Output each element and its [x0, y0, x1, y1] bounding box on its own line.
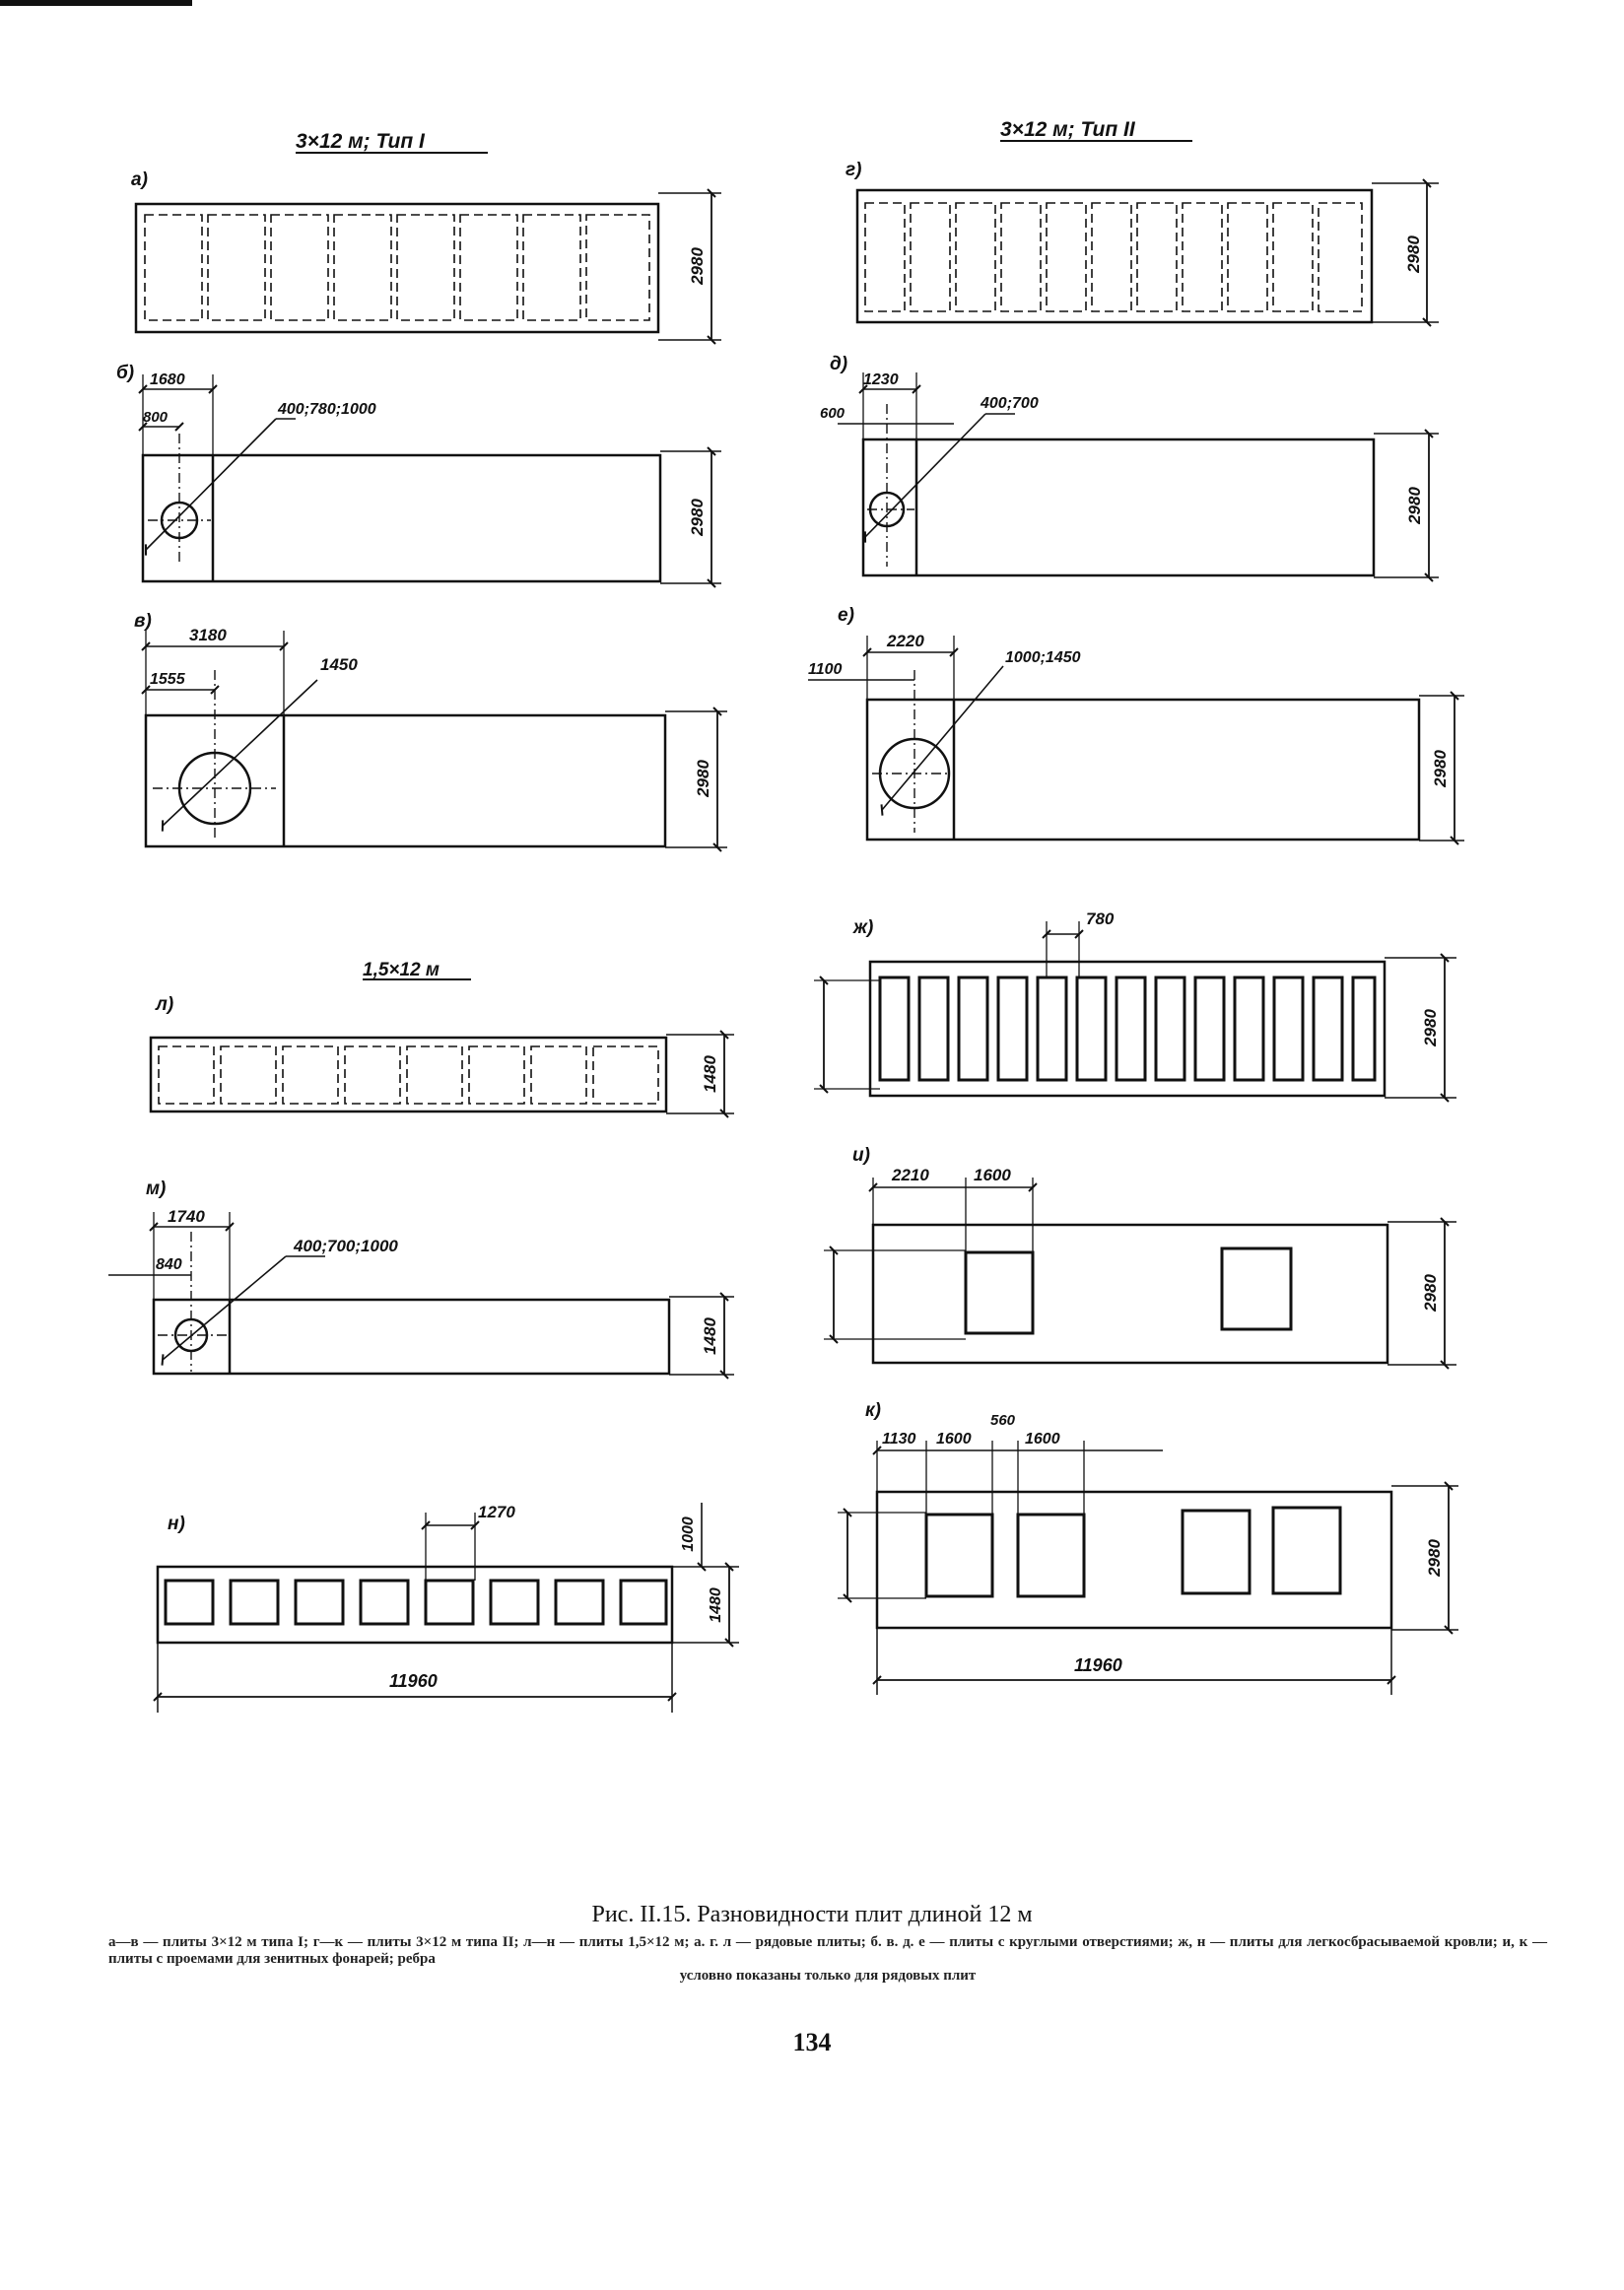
panel-k [838, 1400, 1458, 1695]
panel-i-tag: и) [852, 1145, 870, 1166]
panel-n-cell-height: 1000 [680, 1516, 697, 1552]
panel-k-height: 2980 [1425, 1539, 1444, 1577]
panel-k-opening-width-1: 1600 [936, 1431, 972, 1448]
panel-i-offset: 2210 [892, 1166, 929, 1184]
panel-v-tag: в) [134, 611, 152, 632]
figure-caption-title: Рис. II.15. Разновидности плит длиной 12 м [591, 1902, 1033, 1927]
panel-n-height: 1480 [708, 1587, 724, 1623]
legend-text: а—в — плиты 3×12 м типа I; г—к — плиты 3×12 м типа II; л—н — плиты 1,5×12 м; а. г. л — рядовые плиты; б. в. д. е — плиты с круглыми отверстиями; ж, н — плиты для легкосбрасываемой кровли; и, к — плиты с проемами для зенитных фонарей; ребра [108, 1934, 1547, 1967]
heading-type2: 3×12 м; Тип II [1000, 118, 1135, 141]
panel-i-height: 2980 [1421, 1274, 1440, 1312]
panel-a-tag: а) [131, 169, 148, 190]
panel-g-height: 2980 [1404, 236, 1423, 273]
panel-l [151, 994, 734, 1113]
panel-d-offset-outer: 1230 [863, 371, 899, 388]
panel-e-height: 2980 [1431, 750, 1450, 787]
panel-n-length: 11960 [389, 1671, 438, 1691]
panel-g-tag: г) [846, 160, 862, 180]
panel-v-hole-diameters: 1450 [320, 655, 358, 674]
panel-l-height: 1480 [701, 1055, 719, 1093]
panel-e-tag: е) [838, 605, 854, 626]
panel-b-tag: б) [116, 363, 135, 383]
panel-b [116, 363, 721, 583]
panel-a-height: 2980 [688, 247, 707, 285]
panel-g [846, 160, 1439, 322]
panel-d-hole-diameters: 400;700 [981, 395, 1039, 412]
panel-n [158, 1503, 739, 1713]
panel-zh [814, 909, 1456, 1098]
panel-k-opening-width-2: 1600 [1025, 1431, 1060, 1448]
panel-b-height: 2980 [688, 499, 707, 536]
panel-b-offset-inner: 800 [143, 409, 169, 426]
panel-k-tag: к) [865, 1400, 881, 1421]
panel-v-offset-inner: 1555 [150, 671, 185, 688]
panel-v-height: 2980 [694, 760, 712, 797]
panel-d [820, 354, 1439, 577]
heading-half: 1,5×12 м [363, 960, 440, 980]
panel-i [824, 1145, 1456, 1365]
heading-type1: 3×12 м; Тип I [296, 130, 425, 153]
panel-b-hole-diameters: 400;780;1000 [278, 401, 376, 418]
panel-b-offset-outer: 1680 [150, 371, 185, 388]
panel-m-hole-diameters: 400;700;1000 [294, 1237, 398, 1255]
panel-v [134, 611, 727, 847]
panel-m-height: 1480 [701, 1317, 719, 1355]
panel-m-offset-outer: 1740 [168, 1207, 205, 1226]
panel-zh-tag: ж) [853, 917, 874, 938]
page-number: 134 [792, 2028, 832, 2056]
legend-text-last: условно показаны только для рядовых плит [679, 1968, 977, 1984]
panel-m-offset-inner: 840 [156, 1256, 182, 1273]
panel-e-offset-inner: 1100 [808, 661, 843, 678]
figure-caption-legend [108, 1934, 1547, 1985]
panel-k-gap: 560 [990, 1412, 1016, 1429]
panel-n-tag: н) [168, 1514, 185, 1534]
panel-l-tag: л) [156, 994, 174, 1015]
panel-e-offset-outer: 2220 [887, 632, 924, 650]
panel-zh-cell-width: 780 [1086, 909, 1115, 928]
panel-k-length: 11960 [1074, 1655, 1122, 1675]
panel-i-opening-width: 1600 [974, 1166, 1011, 1184]
panel-zh-height: 2980 [1421, 1009, 1440, 1046]
panel-e-hole-diameters: 1000;1450 [1005, 649, 1081, 666]
panel-k-offset: 1130 [882, 1431, 916, 1448]
panel-a [131, 169, 721, 340]
panel-v-offset-outer: 3180 [189, 626, 227, 644]
panel-m-tag: м) [146, 1179, 167, 1199]
scan-corner-mark [0, 0, 192, 6]
panel-d-offset-inner: 600 [820, 405, 846, 422]
panel-m [108, 1179, 734, 1375]
panel-e [808, 605, 1464, 841]
panel-d-height: 2980 [1405, 487, 1424, 524]
panel-d-tag: д) [830, 354, 848, 374]
panel-n-cell-width: 1270 [478, 1503, 515, 1521]
